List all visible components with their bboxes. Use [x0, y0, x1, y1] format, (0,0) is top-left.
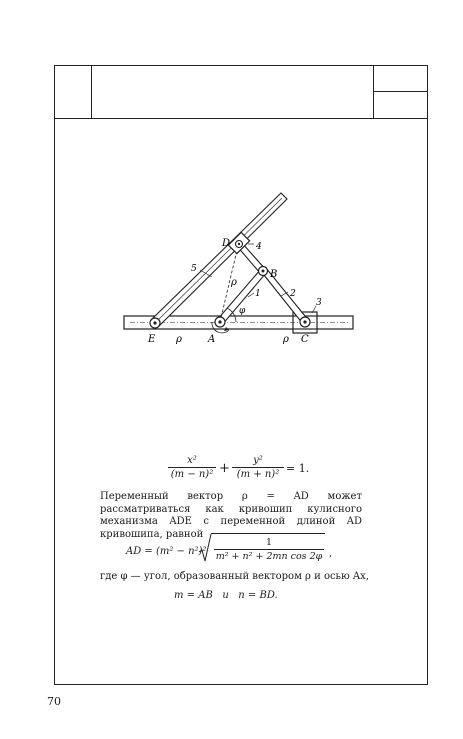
fraction-x-den: (m − n)²	[170, 469, 214, 480]
label-a: A	[208, 334, 216, 345]
label-3: 3	[316, 298, 322, 308]
label-b: B	[270, 269, 278, 280]
label-phi: φ	[239, 306, 246, 316]
label-rho-left: ρ	[176, 334, 182, 345]
body-paragraph: Переменный вектор ρ = AD может рассматриваться как кривошип кулисного механизма ADE с переменной длиной AD кривошипа, равной	[100, 491, 362, 540]
label-4: 4	[256, 242, 262, 252]
definitions-line: m = AB и n = BD.	[174, 590, 278, 601]
ad-comma: ,	[329, 548, 333, 559]
ellipse-equation	[168, 455, 318, 495]
label-e: E	[148, 334, 156, 345]
fraction-y	[232, 455, 284, 480]
where-line: где φ — угол, образованный вектором ρ и осью Ax,	[100, 571, 369, 582]
ad-fraction-den: m² + n² + 2mn cos 2φ	[215, 551, 323, 562]
label-1: 1	[255, 289, 261, 299]
label-rho-right: ρ	[283, 334, 289, 345]
fraction-y-den: (m + n)²	[236, 469, 280, 480]
fraction-x	[168, 455, 216, 480]
label-2: 2	[290, 289, 296, 299]
ad-fraction	[214, 537, 324, 562]
label-d: D	[222, 238, 231, 249]
sqrt-sign	[198, 533, 212, 563]
fraction-y-num: y²	[232, 455, 284, 468]
link-5-inner	[157, 198, 282, 321]
plus-sign: +	[219, 461, 230, 476]
equation-rhs: = 1.	[286, 462, 310, 475]
label-c: C	[301, 334, 309, 345]
sqrt-bar	[211, 533, 325, 534]
fraction-x-num: x²	[168, 455, 216, 468]
label-5: 5	[191, 264, 197, 274]
label-rho-arm: ρ	[231, 277, 237, 288]
page-number: 70	[47, 695, 61, 708]
ad-lhs: AD = (m² − n²)²	[126, 546, 207, 557]
ad-fraction-num: 1	[214, 537, 324, 550]
